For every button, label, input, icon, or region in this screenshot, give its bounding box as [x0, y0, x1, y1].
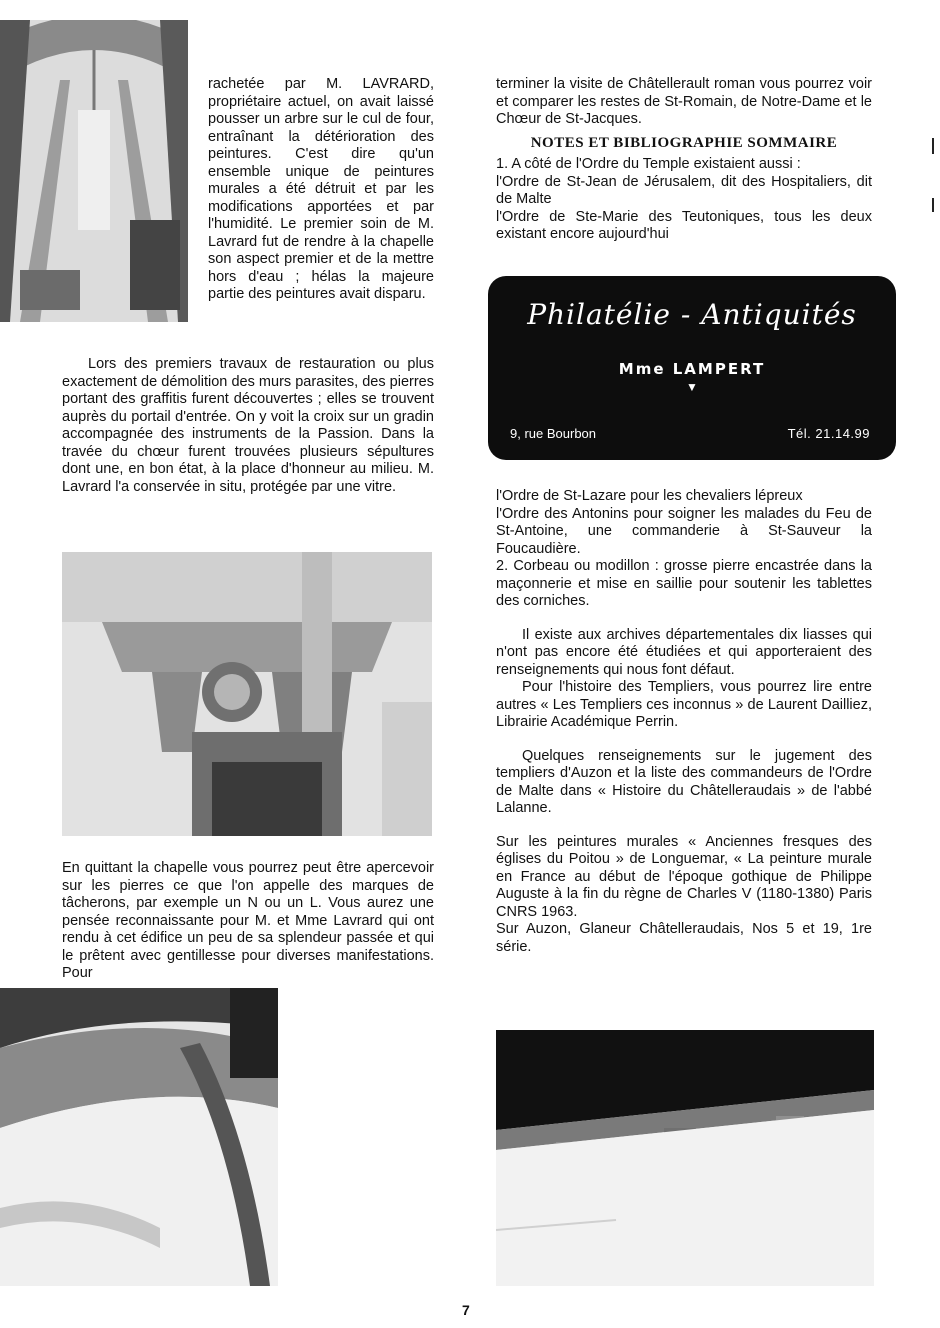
notes-heading: NOTES ET BIBLIOGRAPHIE SOMMAIRE [530, 134, 838, 151]
arch-photo [0, 988, 278, 1286]
capital-photo [62, 552, 432, 836]
right-para-top: terminer la visite de Châtellerault roman vous pourrez voir et comparer les restes de St-Romain, de Notre-Dame et le Chœur de St-Jacques. [496, 76, 872, 127]
note1-hospitaliers: l'Ordre de St-Jean de Jérusalem, dit des Hospitaliers, dit de Malte [496, 173, 872, 207]
chapel-nave-photo [0, 20, 188, 322]
scan-edge-mark [932, 198, 934, 212]
arrow-down-icon: ▼ [686, 380, 698, 394]
left-para-leaving: En quittant la chapelle vous pourrez peut être apercevoir sur les pierres ce que l'on appelle des marques de tâcherons, par exemple un N ou un L. Vous aurez une pensée reconnaissante pour M. et Mme Lavrard qui ont rendu à cet édifice un peu de sa splendeur passée et qui le prêtent avec gentillesse pour diverses manifestations. Pour [62, 860, 434, 981]
note1-antonins: l'Ordre des Antonins pour soigner les malades du Feu de St-Antoine, une commanderie à St-Sauveur la Foucaudière. [496, 505, 872, 557]
scan-edge-mark [932, 138, 934, 154]
page-number: 7 [462, 1302, 470, 1318]
philatelie-ad [488, 276, 896, 460]
ad-address: 9, rue Bourbon [510, 426, 597, 441]
note1-teutoniques: l'Ordre de Ste-Marie des Teutoniques, tous les deux existant encore aujourd'hui [496, 208, 872, 242]
left-para-top: rachetée par M. LAVRARD, propriétaire actuel, on avait laissé pousser un arbre sur le cul de four, entraînant la détérioration des peintures. C'est dire qu'un ensemble unique de peintures murales a été détruit et par les modifications apportées et par l'humidité. Le premier soin de M. Lavrard fut de rendre à la chapelle son aspect premier et de la mettre hors d'eau ; hélas la majeure partie des peintures avait disparu. [208, 76, 434, 302]
para-paintings: Sur les peintures murales « Anciennes fresques des églises du Poitou » de Longuemar, « La peinture murale en France au début de l'époque gothique de Philippe Auguste à la fin du règne de Charles V (1180-1380) Paris CNRS 1963. [496, 833, 872, 920]
para-auzon: Sur Auzon, Glaneur Châtelleraudais, Nos 5 et 19, 1re série. [496, 921, 872, 955]
para-archives: Il existe aux archives départementales dix liasses qui n'ont pas encore été étudiées et qui apporteraient des renseignements qui nous font défaut. [496, 626, 872, 678]
para-history: Pour l'histoire des Templiers, vous pourrez lire entre autres « Les Templiers ces inconnus » de Laurent Dailliez, Librairie Académique Perrin. [496, 679, 872, 730]
ad-name: Mme LAMPERT [618, 360, 766, 378]
corbels-photo [496, 1030, 874, 1286]
note2: 2. Corbeau ou modillon : grosse pierre encastrée dans la maçonnerie et mise en saillie pour soutenir les tablettes des corniches. [496, 558, 872, 609]
ad-phone: Tél. 21.14.99 [787, 426, 870, 441]
ad-title: Philatélie - Antiquités [527, 298, 857, 331]
note1-lazare: l'Ordre de St-Lazare pour les chevaliers lépreux [496, 488, 803, 504]
left-para-restoration: Lors des premiers travaux de restauration ou plus exactement de démolition des murs parasites, des pierres portant des graffitis furent découvertes ; elles se trouvent auprès du portail d'entrée. On y voit la croix sur un gradin accompagnée des instruments de la Passion. Dans la travée du chœur furent trouvées plusieurs sépultures dont une, en bon état, à la place d'honneur au milieu. M. Lavrard l'a conservée in situ, protégée par une vitre. [62, 356, 434, 495]
note1-intro: 1. A côté de l'Ordre du Temple existaient aussi : [496, 156, 801, 172]
para-judgement: Quelques renseignements sur le jugement des templiers d'Auzon et la liste des commandeurs de l'Ordre de Malte dans « Histoire du Châtelleraudais » de l'abbé Lalanne. [496, 747, 872, 816]
